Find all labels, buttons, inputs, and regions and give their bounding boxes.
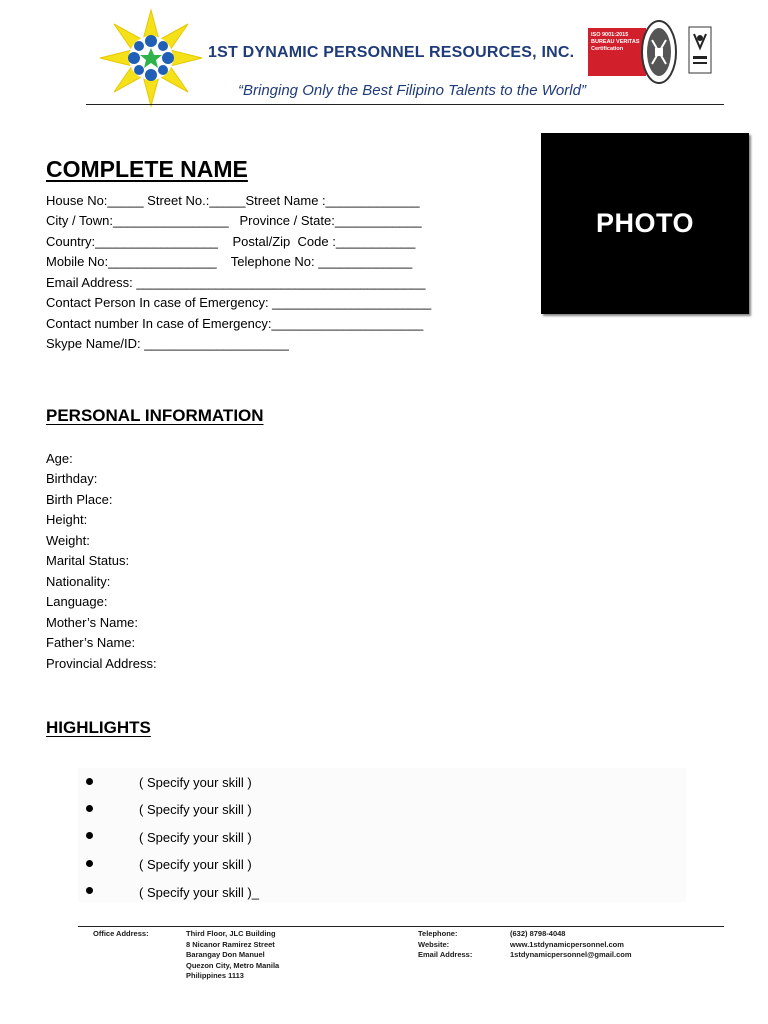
address-line-country[interactable]: Country:_________________ Postal/Zip Code :___________ bbox=[46, 234, 416, 249]
field-age: Age: bbox=[46, 451, 73, 466]
emergency-contact-person[interactable]: Contact Person In case of Emergency: ______________________ bbox=[46, 295, 432, 310]
field-birth-place: Birth Place: bbox=[46, 492, 113, 507]
field-birthday: Birthday: bbox=[46, 471, 98, 486]
skill-item[interactable]: ( Specify your skill )_ bbox=[139, 885, 259, 900]
skill-item[interactable]: ( Specify your skill ) bbox=[139, 775, 252, 790]
skill-item[interactable]: ( Specify your skill ) bbox=[139, 857, 252, 872]
field-weight: Weight: bbox=[46, 533, 90, 548]
complete-name-heading: COMPLETE NAME bbox=[46, 156, 248, 182]
footer-office-line: Third Floor, JLC Building bbox=[186, 929, 276, 938]
company-logo-star bbox=[96, 8, 206, 108]
iso-badge-line: Certification bbox=[591, 46, 624, 52]
iso-badge-line: BUREAU VERITAS bbox=[591, 39, 640, 45]
footer-email-label: Email Address: bbox=[418, 950, 473, 959]
footer-telephone: (632) 8798-4048 bbox=[510, 929, 566, 938]
bureau-veritas-seal-icon bbox=[640, 18, 678, 86]
footer-email-link[interactable]: 1stdynamicpersonnel@gmail.com bbox=[510, 950, 632, 959]
photo-label: PHOTO bbox=[595, 208, 694, 238]
skill-item[interactable]: ( Specify your skill ) bbox=[139, 802, 252, 817]
photo-placeholder[interactable] bbox=[541, 133, 749, 314]
bullet-icon bbox=[86, 778, 93, 785]
address-line-city[interactable]: City / Town:________________ Province / State:____________ bbox=[46, 213, 422, 228]
emergency-contact-number[interactable]: Contact number In case of Emergency:_____________________ bbox=[46, 316, 424, 331]
company-name: 1ST DYNAMIC PERSONNEL RESOURCES, INC. bbox=[208, 44, 575, 61]
field-language: Language: bbox=[46, 594, 108, 609]
footer-website-label: Website: bbox=[418, 939, 450, 949]
footer-office-line: Barangay Don Manuel bbox=[186, 950, 265, 959]
bullet-icon bbox=[86, 832, 93, 839]
iso-certification-badge bbox=[588, 28, 646, 76]
header-divider bbox=[86, 104, 724, 105]
skill-item[interactable]: ( Specify your skill ) bbox=[139, 830, 252, 845]
skype-id-line[interactable]: Skype Name/ID: ____________________ bbox=[46, 336, 289, 351]
footer-office-line: Quezon City, Metro Manila bbox=[186, 960, 280, 970]
footer-office-line: Philippines 1113 bbox=[186, 971, 244, 980]
field-provincial-address: Provincial Address: bbox=[46, 656, 157, 671]
footer-office-label: Office Address: bbox=[93, 929, 149, 938]
field-mothers-name: Mother’s Name: bbox=[46, 615, 138, 630]
contact-line-email[interactable]: Email Address: ________________________________________ bbox=[46, 275, 426, 290]
personal-information-heading: PERSONAL INFORMATION bbox=[46, 406, 264, 425]
address-line-house[interactable]: House No:_____ Street No.:_____Street Name :_____________ bbox=[46, 193, 420, 208]
footer-telephone-label: Telephone: bbox=[418, 929, 458, 938]
ukas-mark-icon bbox=[688, 26, 712, 74]
bullet-icon bbox=[86, 805, 93, 812]
contact-line-phone[interactable]: Mobile No:_______________ Telephone No: _____________ bbox=[46, 254, 413, 269]
field-height: Height: bbox=[46, 512, 88, 527]
field-fathers-name: Father’s Name: bbox=[46, 635, 136, 650]
bullet-icon bbox=[86, 860, 93, 867]
field-marital-status: Marital Status: bbox=[46, 553, 130, 568]
footer-website-link[interactable]: www.1stdynamicpersonnel.com bbox=[510, 939, 624, 949]
bullet-icon bbox=[86, 887, 93, 894]
company-tagline: “Bringing Only the Best Filipino Talents to the World” bbox=[238, 82, 586, 99]
field-nationality: Nationality: bbox=[46, 574, 111, 589]
highlights-heading: HIGHLIGHTS bbox=[46, 718, 151, 737]
iso-badge-line: ISO 9001:2015 bbox=[591, 32, 629, 38]
footer-divider bbox=[78, 926, 724, 927]
footer-office-line: 8 Nicanor Ramirez Street bbox=[186, 939, 275, 949]
